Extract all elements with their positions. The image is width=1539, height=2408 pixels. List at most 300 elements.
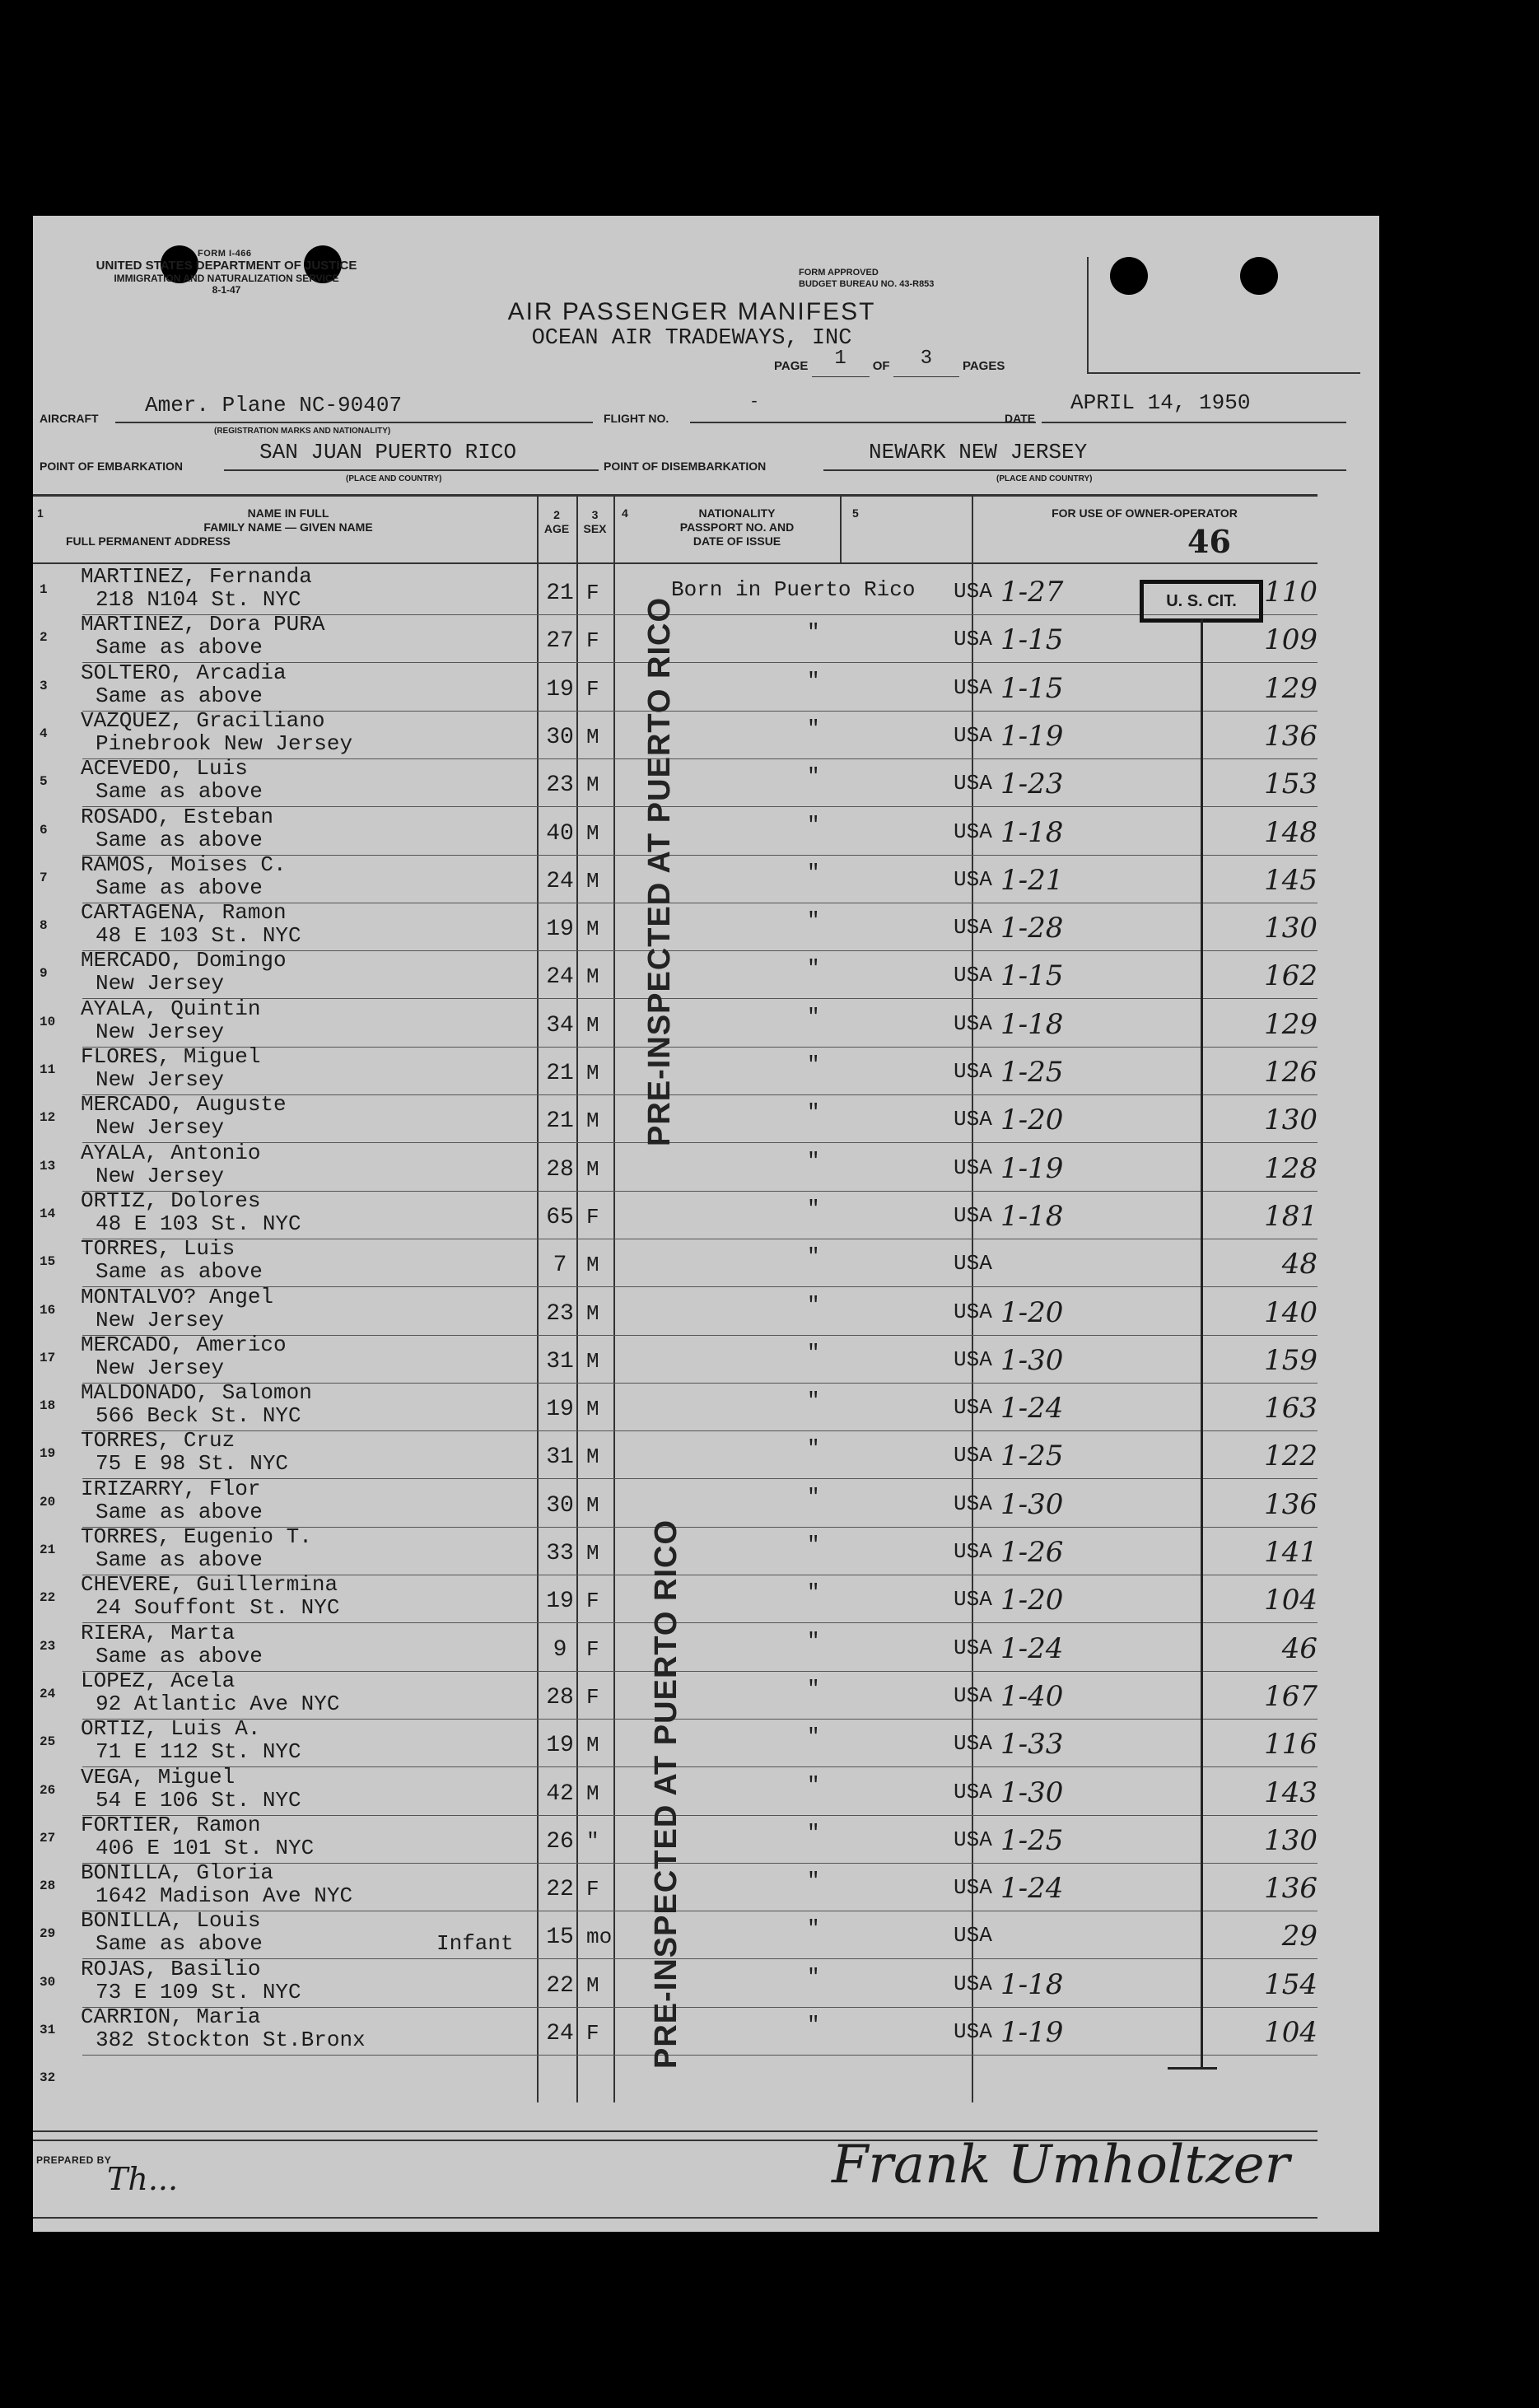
us-citizen-stamp: U. S. CIT. <box>1140 580 1263 623</box>
citizenship: USA <box>954 1971 992 1996</box>
embark-value: SAN JUAN PUERTO RICO <box>259 440 517 464</box>
handwritten-code: 1-26 <box>1000 1536 1064 1569</box>
citizenship: USA <box>954 915 992 940</box>
passenger-address: New Jersey <box>96 1307 225 1332</box>
handwritten-number: 162 <box>1264 959 1317 993</box>
carrier-name: OCEAN AIR TRADEWAYS, INC <box>531 326 852 351</box>
citizenship: USA <box>954 674 992 700</box>
passenger-address: 566 Beck St. NYC <box>96 1403 301 1429</box>
handwritten-code: 1-21 <box>1000 863 1064 897</box>
col-5-num: 5 <box>852 506 859 520</box>
passenger-name: MERCADO, Auguste <box>81 1092 287 1118</box>
passenger-address: 24 Souffont St. NYC <box>96 1595 340 1621</box>
passenger-address: Pinebrook New Jersey <box>96 730 353 756</box>
nationality-ditto: " <box>807 1820 820 1846</box>
nationality-ditto: " <box>807 1388 820 1414</box>
passenger-sex: M <box>586 772 599 798</box>
citizenship: USA <box>954 2019 992 2044</box>
passenger-name: BONILLA, Gloria <box>81 1860 274 1886</box>
handwritten-number: 140 <box>1264 1295 1317 1329</box>
nationality-ditto: " <box>807 812 820 838</box>
citizenship: USA <box>954 1443 992 1468</box>
handwritten-code: 1-18 <box>1000 1967 1064 2001</box>
handwritten-code: 1-24 <box>1000 1631 1064 1665</box>
passenger-name: MONTALVO? Angel <box>81 1284 274 1309</box>
nationality-ditto: " <box>807 620 820 646</box>
handwritten-number: 136 <box>1264 1487 1317 1521</box>
nationality-ditto: " <box>807 716 820 741</box>
handwritten-number: 153 <box>1264 768 1317 801</box>
row-number: 5 <box>40 774 48 790</box>
date-code: 8-1-47 <box>212 284 241 296</box>
row-number: 11 <box>40 1062 56 1077</box>
passenger-age: 22 <box>546 1877 574 1903</box>
page-total: 3 <box>920 348 932 370</box>
col-sex-label: SEX <box>583 522 607 535</box>
citizenship: USA <box>954 1635 992 1660</box>
handwritten-code: 1-25 <box>1000 1823 1064 1857</box>
nationality-ditto: " <box>807 1676 820 1701</box>
citizenship: USA <box>954 722 992 748</box>
passenger-name: FORTIER, Ramon <box>81 1812 261 1837</box>
passenger-age: 27 <box>546 628 574 655</box>
form-number: FORM I-466 <box>198 249 252 259</box>
row-number: 14 <box>40 1206 56 1221</box>
handwritten-number: 148 <box>1264 815 1317 849</box>
passenger-address: Same as above <box>96 875 263 900</box>
handwritten-code: 1-19 <box>1000 2016 1064 2049</box>
passenger-sex: M <box>586 1012 599 1038</box>
passenger-address: Same as above <box>96 1259 263 1285</box>
handwritten-number: 128 <box>1264 1151 1317 1185</box>
passenger-address: New Jersey <box>96 971 225 996</box>
nationality-ditto: " <box>807 1436 820 1462</box>
title-block <box>445 298 939 351</box>
passenger-sex: M <box>586 1541 599 1566</box>
nationality-ditto: " <box>807 1484 820 1510</box>
handwritten-number: 126 <box>1264 1056 1317 1089</box>
handwritten-code: 1-24 <box>1000 1392 1064 1426</box>
citizenship: USA <box>954 1587 992 1612</box>
owner-operator-number: 46 <box>1187 523 1231 560</box>
handwritten-number: 141 <box>1264 1536 1317 1569</box>
passenger-age: 42 <box>546 1780 574 1807</box>
passenger-name: MARTINEZ, Dora PURA <box>81 612 325 637</box>
handwritten-code: 1-30 <box>1000 1343 1064 1377</box>
passenger-name: ROSADO, Esteban <box>81 804 274 829</box>
handwritten-code: 1-20 <box>1000 1104 1064 1137</box>
passenger-address: Same as above <box>96 683 263 708</box>
passenger-name: CARTAGENA, Ramon <box>81 900 287 926</box>
department: UNITED STATES DEPARTMENT OF JUSTICE <box>96 259 357 273</box>
table-row <box>33 1430 1317 1477</box>
handwritten-number: 122 <box>1264 1440 1317 1473</box>
flight-label: FLIGHT NO. <box>604 412 669 425</box>
passenger-address: New Jersey <box>96 1163 225 1188</box>
passenger-name: BONILLA, Louis <box>81 1908 261 1934</box>
nationality-ditto: " <box>807 1292 820 1318</box>
handwritten-code: 1-15 <box>1000 959 1064 993</box>
passenger-age: 28 <box>546 1684 574 1710</box>
nationality-ditto: " <box>807 1916 820 1942</box>
table-row <box>33 1334 1317 1382</box>
citizenship: USA <box>954 1202 992 1228</box>
handwritten-number: 130 <box>1264 1104 1317 1137</box>
citizenship: USA <box>954 1107 992 1132</box>
passenger-age: 26 <box>546 1828 574 1855</box>
citizenship: USA <box>954 1155 992 1180</box>
passenger-address: Same as above <box>96 1931 263 1957</box>
handwritten-code: 1-24 <box>1000 1872 1064 1906</box>
citizenship: USA <box>954 963 992 988</box>
col-sex-num: 3 <box>591 508 599 521</box>
citizenship: USA <box>954 866 992 892</box>
nationality-ditto: " <box>807 1052 820 1077</box>
citizenship: USA <box>954 1779 992 1804</box>
passenger-age: 23 <box>546 1300 574 1327</box>
passenger-sex: F <box>586 1636 599 1662</box>
passenger-address: Same as above <box>96 779 263 805</box>
passenger-name: MARTINEZ, Fernanda <box>81 564 312 589</box>
row-number: 23 <box>40 1638 56 1654</box>
handwritten-number: 104 <box>1264 1584 1317 1617</box>
col-age-label: AGE <box>543 522 570 535</box>
passenger-address: 218 N104 St. NYC <box>96 587 301 612</box>
handwritten-number: 104 <box>1264 2016 1317 2049</box>
table-row <box>33 1286 1317 1334</box>
nationality-ditto: " <box>807 1964 820 1990</box>
disembark-caption: (PLACE AND COUNTRY) <box>996 474 1093 483</box>
passenger-address: New Jersey <box>96 1115 225 1141</box>
passenger-address: 382 Stockton St.Bronx <box>96 2028 366 2052</box>
table-row <box>33 1238 1317 1286</box>
handwritten-number: 159 <box>1264 1343 1317 1377</box>
passenger-sex: M <box>586 1348 599 1374</box>
handwritten-number: 130 <box>1264 912 1317 945</box>
handwritten-number: 46 <box>1281 1631 1317 1665</box>
row-number: 15 <box>40 1254 56 1270</box>
passenger-name: ACEVEDO, Luis <box>81 756 248 782</box>
row-number: 8 <box>40 918 48 934</box>
passenger-sex: M <box>586 724 599 749</box>
passenger-address: New Jersey <box>96 1019 225 1044</box>
row-number: 6 <box>40 822 48 838</box>
passenger-age: 15 <box>546 1925 574 1951</box>
passenger-age: 9 <box>553 1636 567 1663</box>
embark-caption: (PLACE AND COUNTRY) <box>346 474 442 483</box>
nationality-ditto: " <box>807 908 820 934</box>
passenger-age: 19 <box>546 1589 574 1615</box>
row-number: 25 <box>40 1734 56 1750</box>
handwritten-code: 1-18 <box>1000 1199 1064 1233</box>
passenger-sex: M <box>586 1780 599 1806</box>
handwritten-code: 1-40 <box>1000 1679 1064 1713</box>
passenger-sex: M <box>586 1156 599 1182</box>
handwritten-number: 129 <box>1264 671 1317 705</box>
nationality-ditto: " <box>807 2013 820 2037</box>
flight-value: - <box>749 393 760 412</box>
passenger-age: 30 <box>546 724 574 750</box>
col-nationality-header <box>634 506 840 548</box>
passenger-sex: mo <box>586 1925 613 1950</box>
row-number: 20 <box>40 1494 56 1510</box>
page-title: AIR PASSENGER MANIFEST <box>507 298 876 325</box>
passenger-address: 406 E 101 St. NYC <box>96 1835 315 1860</box>
row-number: 32 <box>40 2070 56 2086</box>
nationality-ditto: " <box>807 956 820 982</box>
col-nat-line1: NATIONALITY <box>698 506 776 520</box>
disembark-value: NEWARK NEW JERSEY <box>869 440 1088 464</box>
col-name-line3: FULL PERMANENT ADDRESS <box>66 534 231 548</box>
passenger-sex: F <box>586 2021 599 2046</box>
agency-header <box>33 259 420 296</box>
col-name-header <box>58 506 519 548</box>
aircraft-value: Amer. Plane NC-90407 <box>145 393 403 418</box>
passenger-sex: F <box>586 676 599 702</box>
citizenship: USA <box>954 1923 992 1948</box>
nationality-ditto: " <box>807 1196 820 1221</box>
pages-label: PAGES <box>962 359 1005 373</box>
passenger-sex: M <box>586 1061 599 1085</box>
handwritten-code: 1-25 <box>1000 1440 1064 1473</box>
infant-note: Infant <box>436 1931 514 1957</box>
handwritten-number: 116 <box>1264 1728 1317 1762</box>
aircraft-label: AIRCRAFT <box>40 412 99 425</box>
budget-bureau-line: BUDGET BUREAU NO. 43-R853 <box>799 279 935 289</box>
passenger-name: RAMOS, Moises C. <box>81 852 287 877</box>
embark-underline <box>224 469 599 471</box>
date-underline <box>1042 422 1346 423</box>
handwritten-code: 1-30 <box>1000 1776 1064 1809</box>
row-number: 10 <box>40 1014 56 1029</box>
page-line <box>774 348 1005 377</box>
col-sex-header <box>576 508 613 536</box>
passenger-sex: M <box>586 1300 599 1326</box>
row-number: 24 <box>40 1686 56 1701</box>
service: IMMIGRATION AND NATURALIZATION SERVICE <box>114 273 339 284</box>
row-number: 29 <box>40 1926 56 1942</box>
embark-label: POINT OF EMBARKATION <box>40 460 183 473</box>
citizenship: USA <box>954 1299 992 1324</box>
handwritten-code: 1-19 <box>1000 719 1064 753</box>
passenger-sex: M <box>586 1733 599 1758</box>
handwritten-number: 145 <box>1264 863 1317 897</box>
of-label: OF <box>872 359 890 373</box>
nationality-ditto: " <box>807 860 820 885</box>
passenger-age: 24 <box>546 2021 574 2046</box>
handwritten-code: 1-18 <box>1000 1007 1064 1041</box>
handwritten-number: 167 <box>1264 1679 1317 1713</box>
passenger-age: 24 <box>546 868 574 894</box>
passenger-address: 75 E 98 St. NYC <box>96 1451 289 1477</box>
passenger-age: 65 <box>546 1204 574 1230</box>
row-number: 4 <box>40 726 48 741</box>
passenger-name: MERCADO, Americo <box>81 1332 287 1357</box>
citizenship: USA <box>954 1875 992 1901</box>
row-number: 7 <box>40 870 48 885</box>
handwritten-code: 1-20 <box>1000 1584 1064 1617</box>
passenger-age: 23 <box>546 772 574 799</box>
passenger-name: SOLTERO, Arcadia <box>81 660 287 685</box>
row-number: 27 <box>40 1830 56 1846</box>
passenger-age: 31 <box>546 1444 574 1471</box>
page-number: 1 <box>834 348 846 370</box>
passenger-sex: M <box>586 964 599 990</box>
nationality-ditto: " <box>807 1772 820 1798</box>
nationality-ditto: " <box>807 1100 820 1126</box>
flight-underline <box>690 422 1036 423</box>
citizenship: USA <box>954 1539 992 1564</box>
col-nat-line3: DATE OF ISSUE <box>693 534 781 548</box>
preinspection-stamp: PRE-INSPECTED AT PUERTO RICO <box>649 1519 683 2069</box>
passenger-sex: M <box>586 1253 599 1278</box>
passenger-name: ROJAS, Basilio <box>81 1956 261 1981</box>
passenger-sex: M <box>586 1972 599 1998</box>
passenger-sex: M <box>586 917 599 942</box>
nationality-ditto: " <box>807 1004 820 1029</box>
handwritten-code: 1-20 <box>1000 1295 1064 1329</box>
handwritten-number: 154 <box>1264 1967 1317 2001</box>
citizenship: USA <box>954 1491 992 1516</box>
form-approved-line: FORM APPROVED <box>799 268 879 278</box>
nationality-ditto: " <box>807 764 820 790</box>
col-name-line1: NAME IN FULL <box>247 506 329 520</box>
passenger-age: 30 <box>546 1492 574 1519</box>
passenger-address: 48 E 103 St. NYC <box>96 923 301 949</box>
disembark-label: POINT OF DISEMBARKATION <box>604 460 767 473</box>
passenger-address: 71 E 112 St. NYC <box>96 1739 301 1765</box>
nationality-ditto: " <box>807 668 820 693</box>
handwritten-code: 1-15 <box>1000 671 1064 705</box>
nationality-ditto: " <box>807 1580 820 1606</box>
col-owner-header: FOR USE OF OWNER-OPERATOR <box>1052 506 1238 520</box>
nationality: Born in Puerto Rico <box>671 577 916 602</box>
handwritten-number: 130 <box>1264 1823 1317 1857</box>
nationality-ditto: " <box>807 1628 820 1654</box>
passenger-name: ORTIZ, Dolores <box>81 1188 261 1213</box>
handwritten-number: 48 <box>1281 1248 1317 1281</box>
passenger-sex: M <box>586 1492 599 1518</box>
passenger-name: TORRES, Cruz <box>81 1428 236 1454</box>
handwritten-number: 181 <box>1264 1199 1317 1233</box>
passenger-address: Same as above <box>96 1499 263 1524</box>
handwritten-number: 110 <box>1264 576 1317 609</box>
nationality-ditto: " <box>807 1869 820 1894</box>
passenger-age: 33 <box>546 1541 574 1566</box>
row-number: 30 <box>40 1974 56 1990</box>
passenger-sex: " <box>586 1828 599 1854</box>
passenger-address: 54 E 106 St. NYC <box>96 1787 301 1813</box>
col-nat-line2: PASSPORT NO. AND <box>679 520 795 534</box>
form-approved <box>799 267 934 290</box>
row-number: 1 <box>40 582 48 597</box>
footer-bottom-line <box>33 2217 1317 2219</box>
nationality-ditto: " <box>807 1244 820 1270</box>
handwritten-number: 143 <box>1264 1776 1317 1809</box>
office-box <box>1087 257 1360 374</box>
nationality-ditto: " <box>807 1340 820 1365</box>
citizenship: USA <box>954 1827 992 1852</box>
aircraft-caption: (REGISTRATION MARKS AND NATIONALITY) <box>214 427 391 436</box>
passenger-address: 73 E 109 St. NYC <box>96 1979 301 2004</box>
passenger-sex: F <box>586 1684 599 1710</box>
nationality-ditto: " <box>807 1148 820 1174</box>
manifest-page <box>33 216 1379 2232</box>
passenger-name: IRIZARRY, Flor <box>81 1476 261 1501</box>
row-number: 9 <box>40 966 48 982</box>
row-number: 18 <box>40 1398 56 1414</box>
passenger-sex: M <box>586 1108 599 1134</box>
passenger-age: 24 <box>546 964 574 991</box>
footer-divider <box>33 2130 1317 2132</box>
col-age-num: 2 <box>553 508 560 521</box>
passenger-name: TORRES, Luis <box>81 1236 236 1262</box>
officer-signature: Frank Umholtzer <box>832 2135 1290 2196</box>
row-number: 21 <box>40 1542 56 1557</box>
passenger-age: 22 <box>546 1972 574 1999</box>
page-label: PAGE <box>774 359 809 373</box>
passenger-age: 19 <box>546 1397 574 1423</box>
handwritten-number: 29 <box>1281 1920 1317 1953</box>
preparer-signature: Th... <box>107 2161 179 2197</box>
citizenship: USA <box>954 627 992 652</box>
passenger-address: Same as above <box>96 1547 263 1572</box>
disembark-underline <box>823 469 1346 471</box>
nationality-ditto: " <box>807 1724 820 1750</box>
passenger-address: New Jersey <box>96 1355 225 1380</box>
handwritten-code: 1-30 <box>1000 1487 1064 1521</box>
passenger-sex: M <box>586 868 599 894</box>
col-name-line2: FAMILY NAME — GIVEN NAME <box>203 520 373 534</box>
citizenship: USA <box>954 1346 992 1372</box>
passenger-sex: F <box>586 1589 599 1614</box>
citizenship: USA <box>954 1251 992 1276</box>
citizenship: USA <box>954 579 992 604</box>
passenger-age: 34 <box>546 1012 574 1038</box>
handwritten-code: 1-25 <box>1000 1056 1064 1089</box>
col-num-1: 1 <box>37 506 44 520</box>
passenger-address: 48 E 103 St. NYC <box>96 1211 301 1236</box>
passenger-name: CARRION, Maria <box>81 2004 261 2029</box>
passenger-name: MALDONADO, Salomon <box>81 1380 312 1406</box>
passenger-sex: M <box>586 1444 599 1470</box>
row-number: 3 <box>40 678 48 693</box>
passenger-sex: F <box>586 1877 599 1902</box>
passenger-address: 92 Atlantic Ave NYC <box>96 1691 340 1716</box>
row-number: 19 <box>40 1446 56 1462</box>
table-row <box>33 1382 1317 1430</box>
passenger-address: 1642 Madison Ave NYC <box>96 1883 353 1909</box>
handwritten-number: 136 <box>1264 1872 1317 1906</box>
passenger-name: TORRES, Eugenio T. <box>81 1524 312 1549</box>
passenger-address: New Jersey <box>96 1067 225 1092</box>
aircraft-underline <box>115 422 593 423</box>
handwritten-number: 129 <box>1264 1007 1317 1041</box>
citizenship: USA <box>954 771 992 796</box>
col-divider <box>840 497 842 562</box>
date-value: APRIL 14, 1950 <box>1070 390 1251 415</box>
passenger-sex: F <box>586 1204 599 1230</box>
passenger-name: LOPEZ, Acela <box>81 1668 236 1693</box>
passenger-age: 21 <box>546 581 574 606</box>
preinspection-stamp: PRE-INSPECTED AT PUERTO RICO <box>642 596 677 1146</box>
col-age-header <box>537 508 576 536</box>
passenger-sex: F <box>586 581 599 605</box>
citizenship: USA <box>954 1059 992 1084</box>
handwritten-number: 136 <box>1264 719 1317 753</box>
col-nationality-num: 4 <box>622 506 628 520</box>
citizenship: USA <box>954 1395 992 1421</box>
